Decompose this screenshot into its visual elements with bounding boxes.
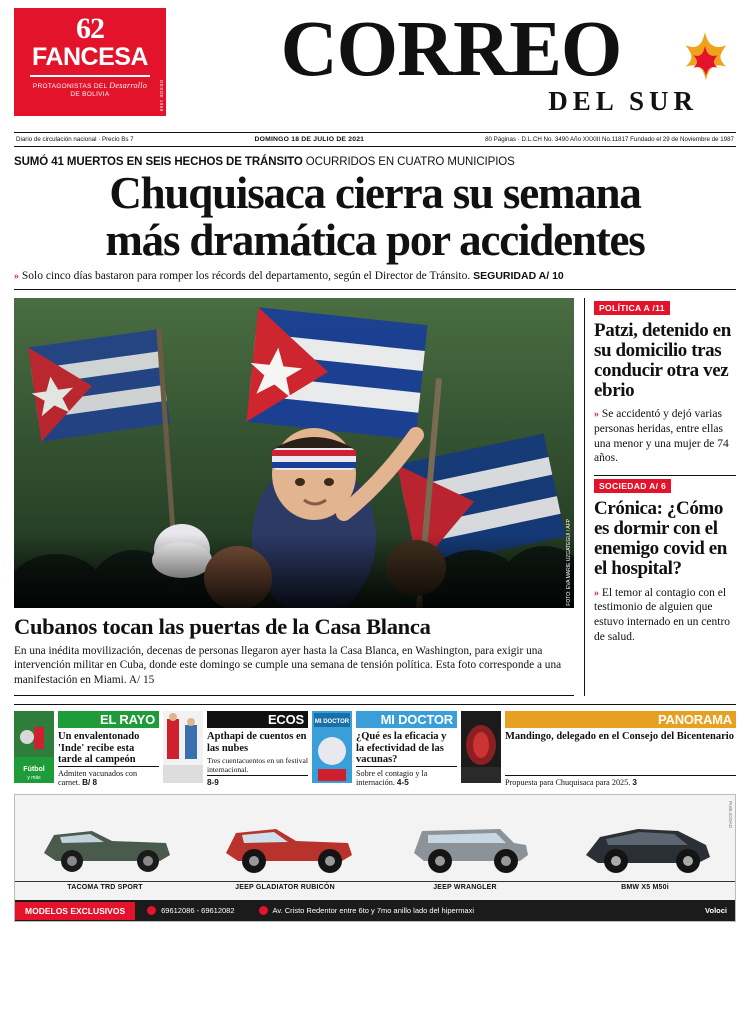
chevron-icon: » <box>14 270 19 282</box>
promo-thumb-illustration <box>14 711 54 783</box>
photo-caption-body: En una inédita movilización, decenas de personas llegaron ayer hasta la Casa Blanca, en Washington, para exigir una intervención militar en Cuba, donde este domingo se cumple una semana de tensión política. Esta foto corresponde a una manifestación en Miami. A/ 15 <box>14 644 574 696</box>
sidebar-item-sociedad[interactable] <box>594 475 736 644</box>
lead-kicker <box>14 156 736 168</box>
ad-car-gladiator <box>195 795 375 881</box>
promo-band-label: MI DOCTOR <box>356 711 457 728</box>
promo-page-ref[interactable]: 4-5 <box>396 778 409 788</box>
lead-headline <box>14 170 736 264</box>
ad-label-gladiator: JEEP GLADIATOR RUBICÓN <box>195 881 375 891</box>
promo-headline: Apthapi de cuentos en las nubes <box>207 730 307 754</box>
info-bar-left: Diario de circulación nacional · Precio Bs 7 <box>16 136 134 143</box>
ad-car-bmw <box>555 795 735 881</box>
ad-label-bmw: BMW X5 M50i <box>555 881 735 891</box>
ad-car-row <box>15 795 735 881</box>
ad-brand[interactable]: Voloci <box>705 906 727 916</box>
promo-headline: Mandingo, delegado en el Consejo del Bicentenario <box>505 730 734 742</box>
sidebar-item-politica[interactable] <box>594 298 736 466</box>
sponsor-tagline-line1: PROTAGONISTAS DEL <box>32 83 108 90</box>
svg-text:Fútbol: Fútbol <box>23 765 45 773</box>
ad-address-text: Av. Cristo Redentor entre 6to y 7mo anillo lado del hipermaxi <box>272 906 475 916</box>
sidebar-title: Patzi, detenido en su domicilio tras conducir otra vez ebrio <box>594 319 731 401</box>
promo-headline: Un envalentonado 'Inde' recibe esta tarde al campeón <box>58 730 140 766</box>
promo-content <box>207 711 308 787</box>
promo-el-rayo[interactable] <box>14 711 159 787</box>
sidebar-section-label[interactable]: POLÍTICA A /11 <box>594 301 670 315</box>
ad-address <box>247 906 487 915</box>
lead-headline-line1: Chuquisaca cierra su semana <box>109 168 641 218</box>
promo-footer <box>505 775 736 787</box>
sponsor-logo-mark: 62 <box>76 12 104 45</box>
photo-caption-title: Cubanos tocan las puertas de la Casa Blanca <box>14 613 431 639</box>
ad-phone-text: 69612086 - 69612082 <box>161 906 235 916</box>
promo-mi-doctor[interactable] <box>312 711 457 787</box>
sidebar-body-text: Se accidentó y dejó varias personas heridas, entre ellas una menor y una mujer de 74 años. <box>594 408 729 465</box>
promo-footer <box>58 766 159 787</box>
promo-content <box>356 711 457 787</box>
ad-contact-bar <box>15 900 735 921</box>
main-photo <box>14 298 574 608</box>
ad-labels-row <box>15 881 735 891</box>
ad-credit: PUBLICIDAD <box>728 801 733 829</box>
info-bar <box>14 132 736 147</box>
main-content <box>14 298 736 696</box>
page-title: CORREO <box>280 6 622 93</box>
location-pin-icon <box>259 906 268 915</box>
sponsor-tagline <box>33 81 147 99</box>
promo-strip <box>14 704 736 787</box>
masthead <box>14 8 736 130</box>
promo-thumb-illustration <box>312 711 352 783</box>
promo-footer <box>207 775 308 787</box>
lead-section-ref[interactable]: SEGURIDAD A/ 10 <box>473 269 564 282</box>
sponsor-tagline-emphasis: Desarrollo <box>109 81 148 90</box>
info-bar-right: 80 Páginas · D.L.CH No. 3490 Año XXXIII No.11817 Fundado el 29 de Noviembre de 1987 <box>485 136 734 143</box>
sponsor-logo <box>14 8 166 116</box>
svg-text:y más: y más <box>27 774 41 781</box>
ad-car-wrangler <box>375 795 555 881</box>
main-photo-illustration <box>14 298 574 608</box>
promo-thumbnail <box>14 711 54 783</box>
ad-label-tacoma: TACOMA TRD SPORT <box>15 881 195 891</box>
promo-content <box>58 711 159 787</box>
promo-footer <box>356 766 457 787</box>
promo-band-label: PANORAMA <box>505 711 736 728</box>
sidebar-section-label[interactable]: SOCIEDAD A/ 6 <box>594 479 671 493</box>
flame-icon <box>676 30 734 92</box>
promo-ecos[interactable] <box>163 711 308 787</box>
phone-icon <box>147 906 156 915</box>
pickup-truck-icon <box>195 795 375 881</box>
pickup-truck-icon <box>15 795 195 881</box>
lead-summary-row <box>14 270 736 290</box>
info-bar-date: DOMINGO 18 DE JULIO DE 2021 <box>254 136 365 143</box>
sidebar <box>584 298 736 696</box>
lead-summary: Solo cinco días bastaron para romper los récords del departamento, según el Director de Tránsito. <box>21 269 471 282</box>
suv-icon <box>555 795 735 881</box>
promo-thumbnail <box>163 711 203 783</box>
ad-label-wrangler: JEEP WRANGLER <box>375 881 555 891</box>
promo-footer-text: Sobre el contagio y la internación. <box>356 769 428 788</box>
logo-divider <box>30 75 150 77</box>
sidebar-body <box>594 586 736 645</box>
promo-thumb-illustration <box>461 711 501 783</box>
promo-band-label: ECOS <box>207 711 308 728</box>
sponsor-logo-side-text: DESDE 1959 <box>159 80 164 112</box>
lead-headline-line2: más dramática por accidentes <box>105 214 645 265</box>
sponsor-tagline-line2: DE BOLIVIA <box>70 91 110 99</box>
svg-text:MI DOCTOR: MI DOCTOR <box>314 718 350 725</box>
sidebar-title: Crónica: ¿Cómo es dormir con el enemigo covid en el hospital? <box>594 498 727 580</box>
promo-subtext: Tres cuentacuentos en un festival internacional. <box>207 756 308 775</box>
ad-phone[interactable] <box>135 906 246 915</box>
promo-thumbnail <box>461 711 501 783</box>
promo-band-label: EL RAYO <box>58 711 159 728</box>
suv-icon <box>375 795 555 881</box>
promo-page-ref[interactable]: 3 <box>632 778 637 788</box>
photo-story <box>14 298 574 696</box>
sidebar-body <box>594 407 736 466</box>
ad-car-tacoma <box>15 795 195 881</box>
promo-content <box>505 711 736 787</box>
advertisement[interactable] <box>14 794 736 922</box>
promo-headline: ¿Qué es la eficacia y la efectividad de las vacunas? <box>356 730 447 766</box>
sidebar-body-text: El temor al contagio con el testimonio de alguien que estuvo internado en un centro de salud. <box>594 586 731 643</box>
page-subtitle: DEL SUR <box>548 86 698 116</box>
lead-kicker-bold: SUMÓ 41 MUERTOS EN SEIS HECHOS DE TRÁNSITO <box>14 156 303 168</box>
masthead-title-area <box>166 8 736 130</box>
chevron-icon: » <box>594 409 599 421</box>
promo-footer-text: Propuesta para Chuquisaca para 2025. <box>505 778 631 788</box>
promo-footer-text: Admiten vacunados con carnet. <box>58 769 138 788</box>
lead-kicker-rest: OCURRIDOS EN CUATRO MUNICIPIOS <box>305 156 515 168</box>
ad-exclusive-badge: MODELOS EXCLUSIVOS <box>15 902 135 920</box>
promo-panorama[interactable] <box>461 711 736 787</box>
chevron-icon: » <box>594 587 599 599</box>
promo-page-ref[interactable]: 8-9 <box>207 778 219 788</box>
promo-page-ref[interactable]: B/ 8 <box>82 778 98 788</box>
photo-credit: FOTO: EVA MARIE UZCATEGUI / AFP <box>566 518 572 606</box>
sponsor-logo-name: FANCESA <box>32 43 148 71</box>
promo-thumbnail <box>312 711 352 783</box>
promo-thumb-illustration <box>163 711 203 783</box>
